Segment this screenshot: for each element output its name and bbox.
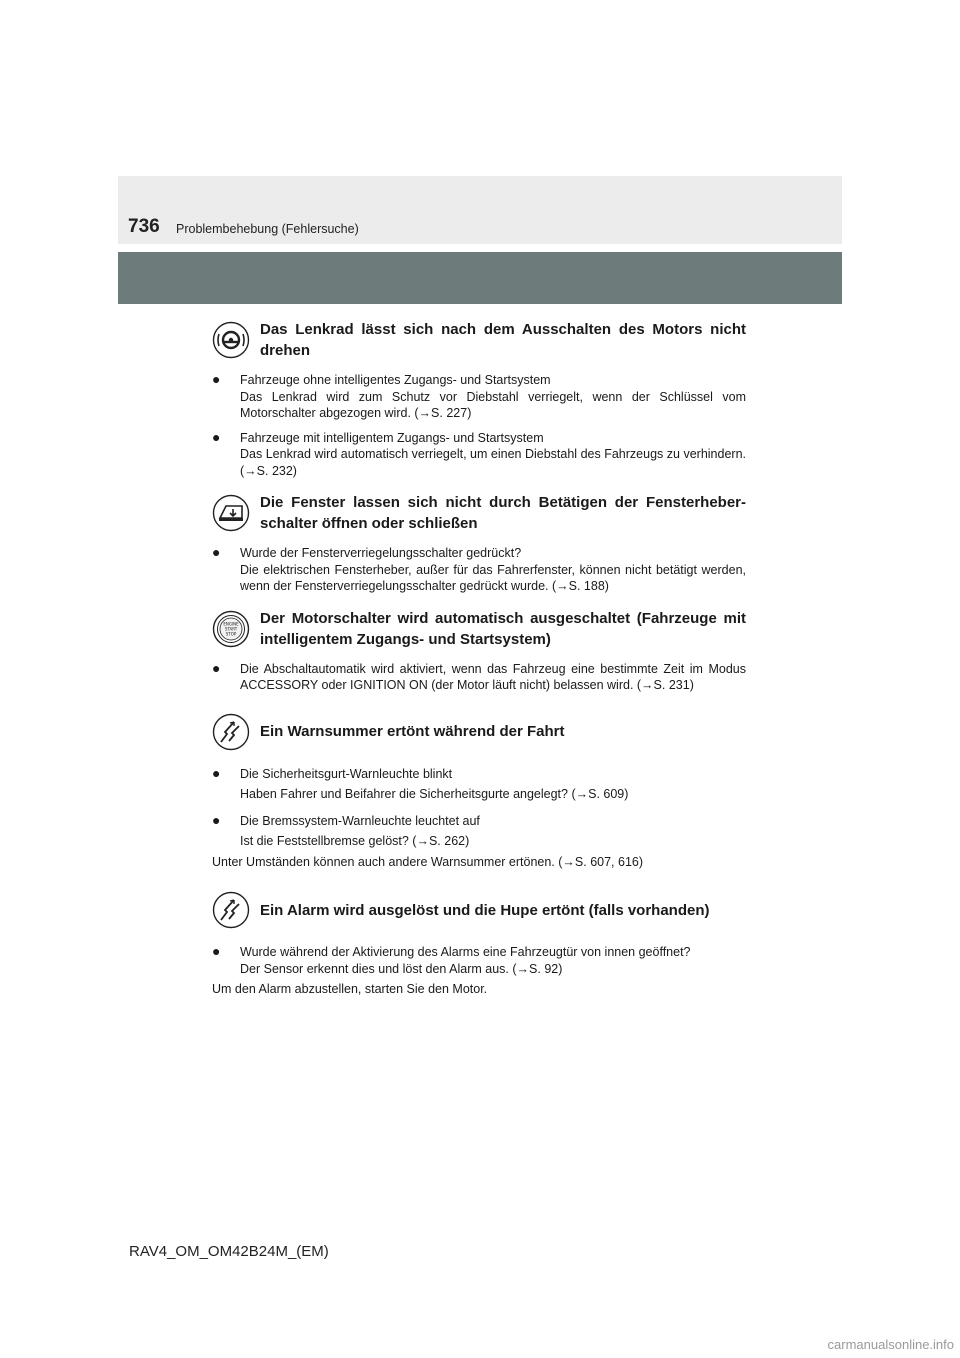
- bullet-lead: ● Die Abschaltautomatik wird aktiviert, wenn das Fahrzeug eine bestimmte Zeit im Modus ACCESSORY oder IGNITION ON (der Motor läuft nicht) belassen wird. (→S. 231): [240, 661, 746, 692]
- section-title: Ein Alarm wird ausgelöst und die Hupe ertönt (falls vorhanden): [260, 901, 710, 919]
- bullet-text: Haben Fahrer und Beifahrer die Sicherheitsgurte angelegt? (→S. 609): [240, 787, 629, 801]
- section-heading: [212, 491, 746, 535]
- bullet-lead: ● Die Sicherheitsgurt-Warnleuchte blinkt: [240, 766, 453, 781]
- icon-text-stop: STOP: [225, 631, 237, 636]
- page-content: [212, 318, 746, 998]
- list-item: [212, 545, 746, 595]
- section-alarm: [212, 888, 746, 998]
- section-heading: [212, 607, 746, 651]
- section-heading: [212, 318, 746, 362]
- window-lock-icon: [212, 494, 250, 532]
- section-buzzer: [212, 710, 746, 871]
- list-item: [212, 766, 746, 803]
- buzzer-icon: [212, 713, 250, 751]
- bullet-text: Das Lenkrad wird zum Schutz vor Diebstahl verriegelt, wenn der Schlüssel vom Motorschalter abgezogen wird. (→S. 227): [240, 389, 746, 420]
- bullet-text: Die elektrischen Fensterheber, außer für das Fahrerfenster, können nicht betätigt werden, wenn der Fensterverriegelungsschalter gedrückt wurde. (→S. 188): [240, 562, 746, 593]
- section-note: Unter Umständen können auch andere Warnsummer ertönen. (→S. 607, 616): [212, 854, 644, 869]
- section-title: Das Lenkrad lässt sich nach dem Ausschalten des Motors nicht drehen: [260, 321, 746, 359]
- section-steering-lock: [212, 318, 746, 479]
- section-title: Die Fenster lassen sich nicht durch Betätigen der Fensterheber-schalter öffnen oder schließen: [260, 494, 746, 532]
- chapter-title-bar: [118, 252, 842, 304]
- bullet-lead: ● Wurde während der Aktivierung des Alarms eine Fahrzeugtür von innen geöffnet?: [240, 945, 691, 959]
- list-item: [212, 430, 746, 480]
- bullet-text: Ist die Feststellbremse gelöst? (→S. 262): [240, 834, 470, 848]
- steering-lock-icon: [212, 321, 250, 359]
- bullet-lead: ● Die Bremssystem-Warnleuchte leuchtet auf: [240, 813, 480, 828]
- section-window-lock: [212, 491, 746, 595]
- list-item: [212, 372, 746, 422]
- list-item: [212, 661, 746, 694]
- engine-start-stop-icon: [212, 610, 250, 648]
- section-heading: [212, 710, 746, 754]
- alarm-horn-icon: [212, 891, 250, 929]
- section-note: Um den Alarm abzustellen, starten Sie den Motor.: [212, 982, 488, 996]
- section-title: Ein Warnsummer ertönt während der Fahrt: [260, 723, 565, 740]
- watermark[interactable]: carmanualsonline.info: [827, 1337, 954, 1352]
- running-title: Problembehebung (Fehlersuche): [176, 222, 359, 236]
- bullet-lead: ● Fahrzeuge ohne intelligentes Zugangs- und Startsystem: [240, 373, 551, 387]
- manual-code: RAV4_OM_OM42B24M_(EM): [129, 1243, 329, 1260]
- bullet-text: Der Sensor erkennt dies und löst den Alarm aus. (→S. 92): [240, 961, 563, 976]
- list-item: [212, 944, 746, 977]
- list-item: [212, 813, 746, 850]
- icon-text-start: START: [224, 626, 238, 631]
- page-number: 736: [128, 216, 160, 237]
- section-heading: [212, 888, 746, 932]
- section-title: Der Motorschalter wird automatisch ausgeschaltet (Fahrzeuge mit intelligentem Zugangs- und Startsystem): [260, 609, 746, 648]
- bullet-text: Das Lenkrad wird automatisch verriegelt, um einen Diebstahl des Fahrzeugs zu verhindern. (→S. 232): [240, 447, 746, 478]
- bullet-lead: ● Wurde der Fensterverriegelungsschalter gedrückt?: [240, 546, 522, 560]
- bullet-lead: ● Fahrzeuge mit intelligentem Zugangs- und Startsystem: [240, 430, 544, 445]
- icon-text-engine: ENGINE: [223, 621, 239, 626]
- section-auto-off: [212, 607, 746, 694]
